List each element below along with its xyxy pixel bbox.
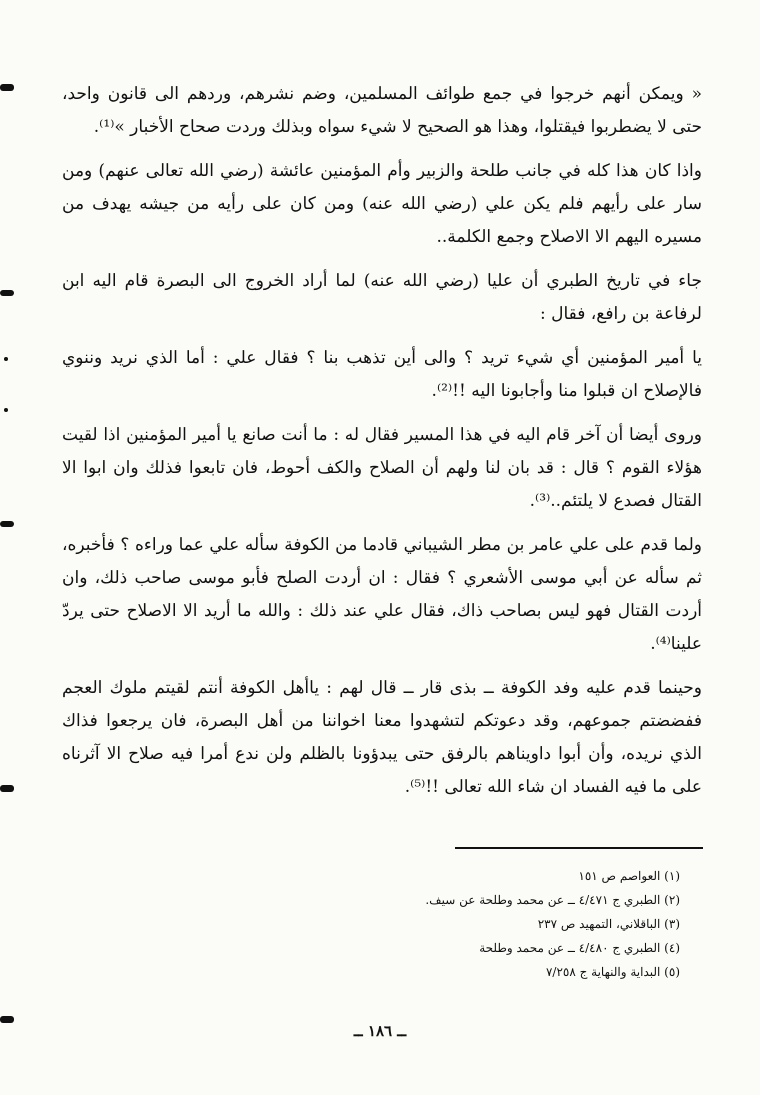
scan-mark <box>0 84 14 91</box>
scan-mark <box>0 1016 14 1023</box>
paragraph-3: جاء في تاريخ الطبري أن عليا (رضي الله عنه) لما أراد الخروج الى البصرة قام اليه ابن لرفاعة بن رافع، فقال : <box>62 271 702 324</box>
paragraph-1: « ويمكن أنهم خرجوا في جمع طوائف المسلمين، وضم نشرهم، وردهم الى قانون واحد، حتى لا يضطربوا فيقتلوا، وهذا هو الصحيح لا شيء سواه وبذلك وردت صحاح الأخبار »⁽¹⁾. <box>62 84 702 137</box>
footnote-4: (٤) الطبري ج ٤/٤٨٠ ــ عن محمد وطلحة <box>479 941 680 955</box>
page-number: ــ ١٨٦ ــ <box>353 1022 407 1040</box>
footnote-5: (٥) البداية والنهاية ج ٧/٢٥٨ <box>545 965 680 979</box>
paragraph-6: ولما قدم على علي عامر بن مطر الشيباني قادما من الكوفة سأله علي عما وراءه ؟ فأخبره، ثم سأله عن أبي موسى الأشعري ؟ فقال : ان أردت الصلح فأبو موسى صاحب ذلك، وان أردت القتال فهو ليس بصاحب ذاك، فقال علي عند ذلك : والله ما أريد الا الاصلاح حتى يردّ علينا⁽⁴⁾. <box>62 535 702 654</box>
footnote-2: (٢) الطبري ج ٤/٤٧١ ــ عن محمد وطلحة عن سيف. <box>425 893 680 907</box>
paragraph-5: وروى أيضا أن آخر قام اليه في هذا المسير فقال له : ما أنت صانع يا أمير المؤمنين اذا لقيت هؤلاء القوم ؟ قال : قد بان لنا ولهم أن الصلاح والكف أحوط، فان تابعوا فذلك وان ابوا الا القتال فصدع لا يلتئم..⁽³⁾. <box>62 425 702 511</box>
paragraph-4: يا أمير المؤمنين أي شيء تريد ؟ والى أين تذهب بنا ؟ فقال علي : أما الذي نريد وننوي فالإصلاح ان قبلوا منا وأجابونا اليه !!⁽²⁾. <box>62 348 702 401</box>
scan-mark <box>0 290 14 296</box>
scan-mark <box>0 785 14 792</box>
scan-mark <box>4 408 8 412</box>
footnote-divider <box>455 847 703 849</box>
footnote-1: (١) العواصم ص ١٥١ <box>578 869 680 883</box>
main-text <box>62 78 702 815</box>
footnote-3: (٣) الباقلاني، التمهيد ص ٢٣٧ <box>537 917 680 931</box>
scan-mark <box>4 357 8 361</box>
paragraph-7: وحينما قدم عليه وفد الكوفة ــ بذى قار ــ قال لهم : ياأهل الكوفة أنتم لقيتم ملوك العجم ففضضتم جموعهم، وقد دعوتكم لتشهدوا معنا اخواننا من أهل البصرة، فان يرجعوا فذاك الذي نريده، وأن أبوا داويناهم بالرفق حتى يبدؤونا بالظلم ولن ندع أمرا فيه صلاح الا آثرناه على ما فيه الفساد ان شاء الله تعالى !!⁽⁵⁾. <box>62 678 702 797</box>
paragraph-2: واذا كان هذا كله في جانب طلحة والزبير وأم المؤمنين عائشة (رضي الله تعالى عنهم) ومن سار على رأيهم فلم يكن علي (رضي الله عنه) ومن كان على رأيه من جيشه يهدف من مسيره اليهم الا الاصلاح وجمع الكلمة.. <box>62 161 702 247</box>
scan-mark <box>0 521 14 527</box>
footnotes <box>300 866 680 986</box>
